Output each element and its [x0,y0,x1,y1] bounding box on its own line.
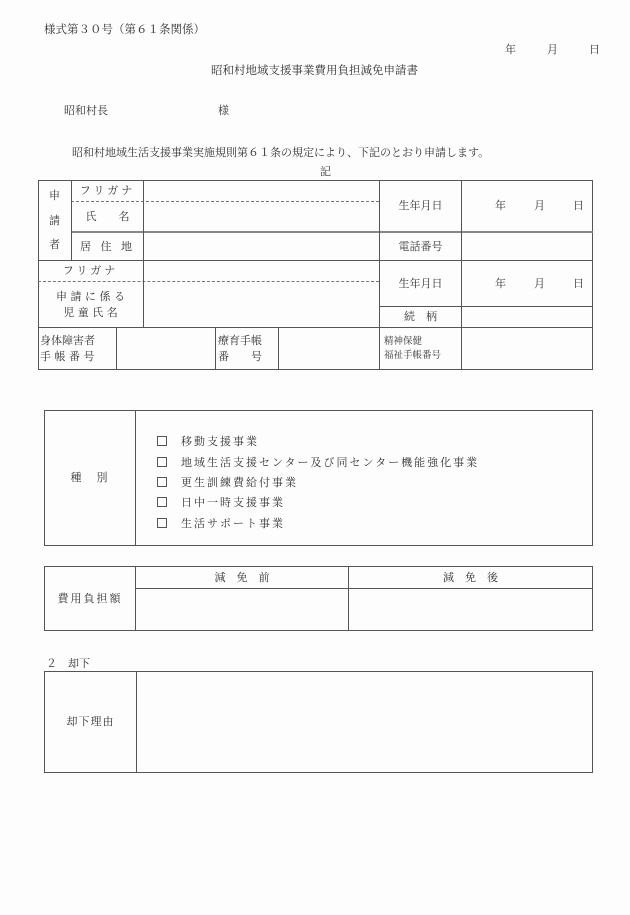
child-furigana-field[interactable] [144,261,379,281]
rejection-reason-label: 却下理由 [66,715,115,729]
after-reduction-field[interactable] [349,589,592,630]
checkbox-icon[interactable] [157,518,167,528]
child-birthdate-field[interactable]: 年 月 日 [495,276,584,290]
addressee: 昭和村長 [64,104,108,117]
physical-handbook-label: 身体障害者 手 帳 番 号 [40,333,95,363]
name-label: 氏 名 [85,209,130,223]
checkbox-icon[interactable] [157,497,167,507]
option-rehab-training[interactable]: 更生訓練費給付事業 [155,472,479,492]
phone-label: 電話番号 [398,239,443,253]
option-life-support[interactable]: 生活サポート事業 [155,513,479,533]
rejection-section-title: ２ 却下 [46,657,90,670]
option-mobility-support[interactable]: 移動支援事業 [155,431,479,451]
before-reduction-header: 減 免 前 [214,570,270,584]
mental-handbook-field[interactable] [462,328,592,369]
honorific: 様 [218,104,229,117]
type-label: 種 別 [70,471,110,485]
page-title: 昭和村地域支援事業費用負担減免申請書 [211,63,418,77]
address-field[interactable] [144,233,379,260]
phone-field[interactable] [462,233,592,260]
option-community-center[interactable]: 地域生活支援センター及び同センター機能強化事業 [155,451,479,471]
ki-label: 記 [320,165,331,178]
child-name-label: 申 請 に 係 る 児 童 氏 名 [56,289,125,319]
child-birthdate-label: 生年月日 [398,276,443,290]
checkbox-icon[interactable] [157,436,167,446]
birthdate-label: 生年月日 [398,199,443,213]
form-number: 様式第３０号（第６１条関係） [44,22,205,36]
furigana-field[interactable] [144,181,379,201]
year-label: 年 [505,43,516,56]
type-options [155,431,479,533]
birthdate-field[interactable]: 年 月 日 [495,199,584,213]
rejection-reason-field[interactable] [137,672,592,772]
after-reduction-header: 減 免 後 [443,570,498,584]
option-daytime-support[interactable]: 日中一時支援事業 [155,492,479,512]
relationship-field[interactable] [462,307,592,327]
before-reduction-field[interactable] [136,589,348,630]
child-name-field[interactable] [144,282,379,327]
statement: 昭和村地域生活支援事業実施規則第６１条の規定により、下記のとおり申請します。 [72,146,490,159]
applicant-label: 申 請 者 [49,188,60,252]
checkbox-icon[interactable] [157,457,167,467]
ryoiku-handbook-field[interactable] [279,328,379,369]
relationship-label: 続 柄 [404,310,437,324]
physical-handbook-field[interactable] [117,328,215,369]
mental-handbook-label: 精神保健 福祉手帳番号 [384,335,442,361]
ryoiku-handbook-label: 療育手帳 番 号 [218,333,262,363]
name-field[interactable] [144,202,379,231]
date-line [505,41,600,57]
checkbox-icon[interactable] [157,477,167,487]
furigana-label: フリガナ [79,184,136,198]
day-label: 日 [589,43,600,56]
address-label: 居 住 地 [80,239,135,253]
child-furigana-label: フリガナ [62,264,119,278]
cost-label: 費用負担額 [57,591,123,605]
month-label: 月 [547,43,558,56]
